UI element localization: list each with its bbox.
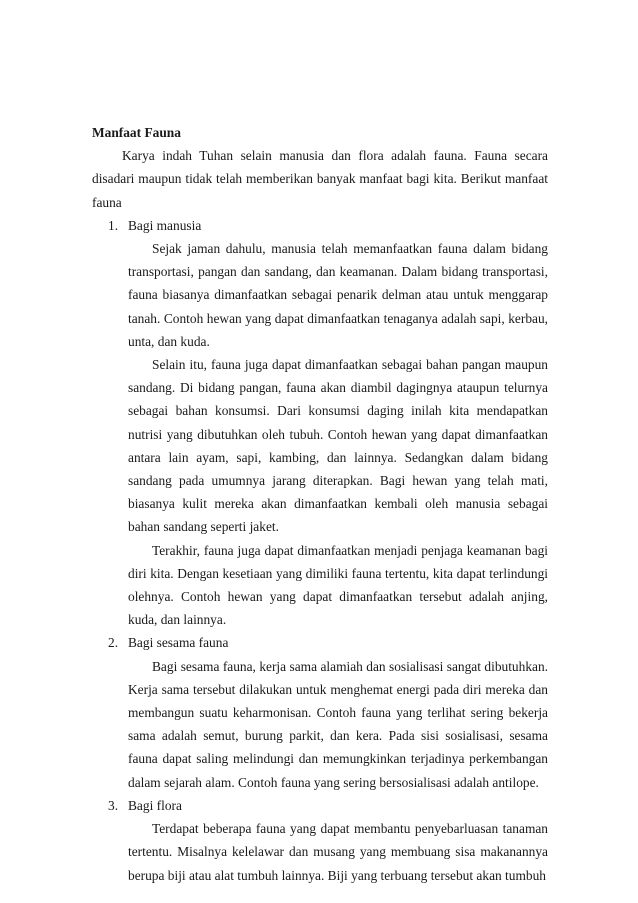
list-item-bagi-flora xyxy=(92,794,548,887)
body-paragraph: Sejak jaman dahulu, manusia telah memanfaatkan fauna dalam bidang transportasi, pangan dan sandang, dan keamanan. Dalam bidang transportasi, fauna biasanya dimanfaatkan sebagai penarik delman atau untuk menggarap tanah. Contoh hewan yang dapat dimanfaatkan tenaganya adalah sapi, kerbau, unta, dan kuda. xyxy=(128,241,548,349)
list-item-heading-row xyxy=(92,794,548,817)
list-item-heading-row xyxy=(92,631,548,654)
list-item-body xyxy=(92,237,548,631)
body-paragraph: Terakhir, fauna juga dapat dimanfaatkan menjadi penjaga keamanan bagi diri kita. Dengan kesetiaan yang dimiliki fauna tertentu, kita dapat terlindungi olehnya. Contoh hewan yang dapat dimanfaatkan tersebut adalah anjing, kuda, dan lainnya. xyxy=(128,542,548,628)
list-item-number: 2. xyxy=(108,635,119,651)
list-item-heading: Bagi sesama fauna xyxy=(128,635,229,651)
document-content xyxy=(92,121,548,887)
benefit-list xyxy=(92,214,548,887)
list-item-body xyxy=(92,817,548,887)
list-item-body xyxy=(92,655,548,794)
list-item-number: 3. xyxy=(108,797,119,813)
body-paragraph: Terdapat beberapa fauna yang dapat membantu penyebarluasan tanaman tertentu. Misalnya kelelawar dan musang yang membuang sisa makanannya berupa biji atau alat tumbuh lainnya. Biji yang terbuang tersebut akan tumbuh xyxy=(128,821,548,883)
page-title: Manfaat Fauna xyxy=(92,125,181,140)
body-paragraph: Bagi sesama fauna, kerja sama alamiah dan sosialisasi sangat dibutuhkan. Kerja sama tersebut dilakukan untuk menghemat energi pada diri mereka dan membangun suatu keharmonisan. Contoh fauna yang terlihat sering bekerja sama adalah semut, burung parkit, dan kera. Pada sisi sosialisasi, sesama fauna dapat saling melindungi dan memungkinkan terjadinya perkembangan dalam sejarah alam. Contoh fauna yang sering bersosialisasi adalah antilope. xyxy=(128,658,548,790)
list-item-number: 1. xyxy=(108,217,119,233)
list-item-heading: Bagi manusia xyxy=(128,217,202,233)
list-item-heading-row xyxy=(92,214,548,237)
list-item-bagi-sesama-fauna xyxy=(92,631,548,793)
list-item-heading: Bagi flora xyxy=(128,797,182,813)
body-paragraph: Selain itu, fauna juga dapat dimanfaatkan sebagai bahan pangan maupun sandang. Di bidang pangan, fauna akan diambil dagingnya ataupun telurnya sebagai bahan konsumsi. Dari konsumsi daging inilah kita mendapatkan nutrisi yang dibutuhkan oleh tubuh. Contoh hewan yang dapat dimanfaatkan antara lain ayam, sapi, kambing, dan lainnya. Sedangkan dalam bidang sandang pada umumnya jarang diterapkan. Bagi hewan yang telah mati, biasanya kulit mereka akan dimanfaatkan kembali oleh manusia sebagai bahan sandang seperti jaket. xyxy=(128,357,548,535)
intro-paragraph: Karya indah Tuhan selain manusia dan flora adalah fauna. Fauna secara disadari maupun tidak telah memberikan banyak manfaat bagi kita. Berikut manfaat fauna xyxy=(92,148,548,210)
list-item-bagi-manusia xyxy=(92,214,548,632)
